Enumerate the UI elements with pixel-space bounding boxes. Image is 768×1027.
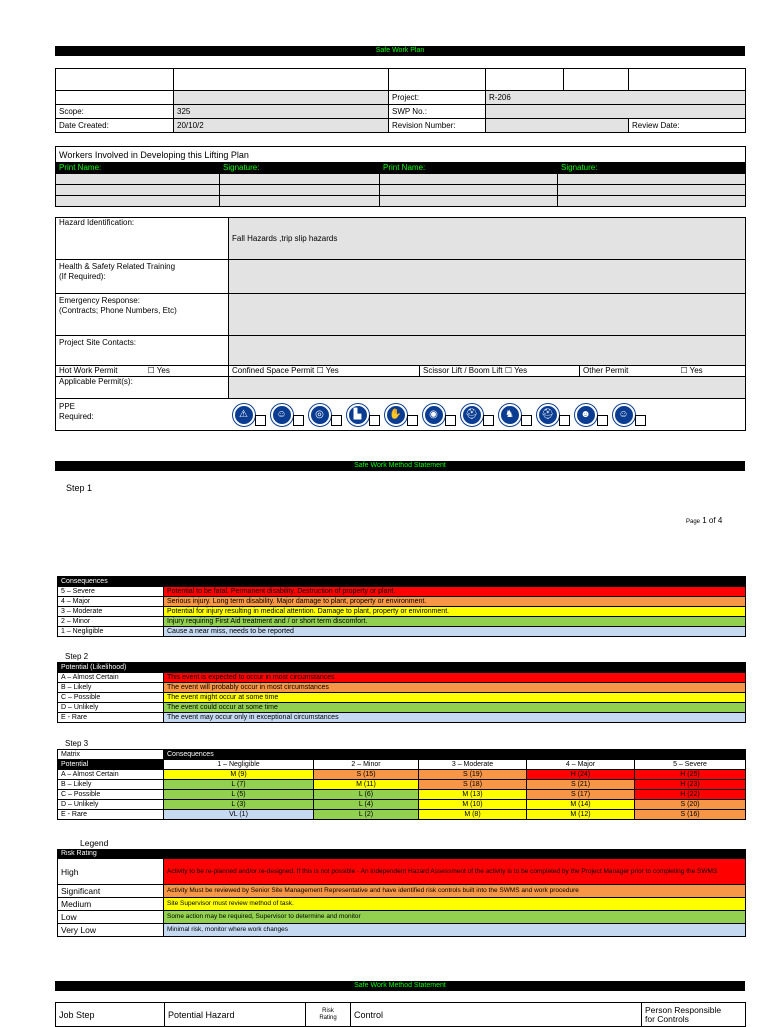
risk-rating-description: Activity to be re-planned and/or re-designed. If this is not possible - An independent Hazard Assessment of the activity is to be completed by the Project Manager prior to completing the SWMS (164, 859, 746, 885)
consequence-level: 1 – Negligible (58, 627, 164, 637)
gloves-icon: ✋ (385, 404, 407, 426)
matrix-cell: M (8) (419, 810, 527, 820)
step3-label: Step 3 (65, 739, 89, 748)
matrix-cell: H (25) (635, 770, 746, 780)
likelihood-row (58, 713, 746, 723)
ppe-item (613, 404, 647, 426)
risk-rating-level: Significant (58, 885, 164, 898)
risk-rating-level: Medium (58, 898, 164, 911)
risk-rating-header: Risk Rating (306, 1003, 351, 1027)
swms-table (55, 1002, 746, 1027)
matrix-cell: M (12) (527, 810, 635, 820)
likelihood-row (58, 683, 746, 693)
hazard-id-value[interactable]: Fall Hazards ,trip slip hazards (229, 218, 746, 260)
worker-signature-cell[interactable] (220, 196, 380, 207)
matrix-cell: S (17) (527, 790, 635, 800)
matrix-cell: L (6) (314, 790, 419, 800)
risk-rating-level: High (58, 859, 164, 885)
ppe-checkbox[interactable] (635, 415, 646, 426)
ppe-checkbox[interactable] (255, 415, 266, 426)
worker-signature-cell[interactable] (220, 174, 380, 185)
dust-mask-icon: ☺ (613, 404, 635, 426)
revision-value[interactable] (486, 119, 629, 133)
consequence-row (58, 607, 746, 617)
safety-boots-icon: ▙ (347, 404, 369, 426)
worker-name-cell[interactable] (56, 174, 220, 185)
worker-name-cell[interactable] (56, 185, 220, 196)
applicable-permits-label: Applicable Permit(s): (56, 377, 229, 399)
workers-title: Workers Involved in Developing this Lifting Plan (56, 147, 746, 163)
matrix-cell: S (15) (314, 770, 419, 780)
matrix-cell: VL (1) (164, 810, 314, 820)
likelihood-title: Potential (Likelihood) (58, 663, 164, 673)
likelihood-level: C – Possible (58, 693, 164, 703)
respirator-icon: ☺ (271, 404, 293, 426)
workers-table (55, 146, 746, 207)
swms-bottom-bar: Safe Work Method Statement (55, 981, 745, 991)
matrix-cell: M (10) (419, 800, 527, 810)
other-permit: Other Permit ☐ Yes (580, 366, 746, 377)
matrix-cell: S (16) (635, 810, 746, 820)
risk-rating-level: Very Low (58, 924, 164, 937)
matrix-cell: M (11) (314, 780, 419, 790)
matrix-cell: S (18) (419, 780, 527, 790)
person-responsible-header: Person Responsible for Controls (642, 1003, 746, 1027)
matrix-row-label: D – Unlikely (58, 800, 164, 810)
training-label: Health & Safety Related Training (If Required): (56, 260, 229, 294)
matrix-cell: M (14) (527, 800, 635, 810)
matrix-column-header: 3 – Moderate (419, 760, 527, 770)
matrix-cell: S (20) (635, 800, 746, 810)
matrix-table (57, 749, 746, 820)
hard-hat-alt-icon: ⛑ (537, 404, 559, 426)
date-value[interactable]: 20/10/2 (174, 119, 389, 133)
legend-row (58, 898, 746, 911)
print-name-header: Print Name: (56, 163, 220, 174)
matrix-cell: S (21) (527, 780, 635, 790)
ppe-checkbox[interactable] (369, 415, 380, 426)
consequence-level: 4 – Major (58, 597, 164, 607)
legend-header: Risk Rating (58, 850, 164, 859)
ppe-item (461, 404, 495, 426)
consequence-description: Serious injury. Long term disability. Major damage to plant, property or environment. (164, 597, 746, 607)
risk-rating-description: Site Supervisor must review method of task. (164, 898, 746, 911)
consequence-level: 3 – Moderate (58, 607, 164, 617)
scissor-lift-permit: Scissor Lift / Boom Lift ☐ Yes (420, 366, 580, 377)
likelihood-row (58, 703, 746, 713)
ppe-checkbox[interactable] (559, 415, 570, 426)
ppe-item (271, 404, 305, 426)
emergency-value[interactable] (229, 294, 746, 336)
signature-header: Signature: (220, 163, 380, 174)
page-indicator: Page 1 of 4 (686, 516, 723, 525)
likelihood-level: D – Unlikely (58, 703, 164, 713)
ppe-icons-row (229, 399, 746, 431)
confined-space-permit: Confined Space Permit ☐ Yes (229, 366, 420, 377)
consequence-description: Potential for injury resulting in medical attention. Damage to plant, property or environment. (164, 607, 746, 617)
likelihood-row (58, 693, 746, 703)
hot-work-checkbox[interactable]: ☐ Yes (147, 366, 170, 375)
matrix-column-header: 5 – Severe (635, 760, 746, 770)
matrix-row (58, 790, 746, 800)
ppe-item (233, 404, 267, 426)
risk-rating-level: Low (58, 911, 164, 924)
legend-row (58, 885, 746, 898)
matrix-column-header: 2 – Minor (314, 760, 419, 770)
contacts-label: Project Site Contacts: (56, 336, 229, 366)
consequence-row (58, 617, 746, 627)
likelihood-row (58, 673, 746, 683)
matrix-cell: S (19) (419, 770, 527, 780)
legend-row (58, 924, 746, 937)
ppe-item (537, 404, 571, 426)
worker-signature-cell[interactable] (558, 196, 746, 207)
matrix-cell: M (9) (164, 770, 314, 780)
ppe-item (575, 404, 609, 426)
legend-row (58, 911, 746, 924)
control-header: Control (351, 1003, 642, 1027)
matrix-cell: H (23) (635, 780, 746, 790)
applicable-permits-value[interactable] (229, 377, 746, 399)
likelihood-level: A – Almost Certain (58, 673, 164, 683)
worker-signature-cell[interactable] (558, 185, 746, 196)
job-step-header: Job Step (56, 1003, 165, 1027)
likelihood-level: E - Rare (58, 713, 164, 723)
project-value[interactable]: R-206 (486, 91, 746, 105)
ppe-checkbox[interactable] (331, 415, 342, 426)
ppe-label: PPE Required: (56, 399, 229, 431)
worker-signature-cell[interactable] (558, 174, 746, 185)
matrix-row-label: A – Almost Certain (58, 770, 164, 780)
potential-hazard-header: Potential Hazard (165, 1003, 306, 1027)
scissor-checkbox[interactable]: ☐ Yes (504, 366, 528, 375)
consequence-row (58, 627, 746, 637)
matrix-corner: Matrix (58, 750, 164, 760)
matrix-row-label: C – Possible (58, 790, 164, 800)
matrix-cell: L (4) (314, 800, 419, 810)
matrix-row (58, 800, 746, 810)
matrix-column-header: 1 – Negligible (164, 760, 314, 770)
ppe-item (347, 404, 381, 426)
risk-rating-description: Activity Must be reviewed by Senior Site Management Representative and have identified risk controls built into the SWMS and work procedure (164, 885, 746, 898)
ppe-checkbox[interactable] (597, 415, 608, 426)
hazard-id-label: Hazard Identification: (56, 218, 229, 260)
ear-protection-icon: ◎ (309, 404, 331, 426)
matrix-consequences-title: Consequences (164, 750, 746, 760)
safety-vest-icon: ⚠ (233, 404, 255, 426)
hot-work-permit: Hot Work Permit ☐ Yes (56, 366, 229, 377)
review-label: Review Date: (632, 120, 680, 130)
face-shield-icon: ☻ (575, 404, 597, 426)
ppe-checkbox[interactable] (445, 415, 456, 426)
header-table (55, 68, 746, 133)
matrix-cell: L (7) (164, 780, 314, 790)
legend-table (57, 849, 746, 937)
matrix-cell: H (22) (635, 790, 746, 800)
matrix-row (58, 780, 746, 790)
ppe-checkbox[interactable] (293, 415, 304, 426)
signature-header: Signature: (558, 163, 746, 174)
matrix-cell: L (2) (314, 810, 419, 820)
consequence-description: Potential to be fatal. Permanent disability. Destruction of property or plant. (164, 587, 746, 597)
matrix-cell: L (5) (164, 790, 314, 800)
ppe-checkbox[interactable] (407, 415, 418, 426)
worker-name-cell[interactable] (56, 196, 220, 207)
swp-label: SWP No.: (389, 105, 486, 119)
ppe-item (499, 404, 533, 426)
contacts-value[interactable] (229, 336, 746, 366)
hazard-table (55, 217, 746, 431)
revision-label: Revision Number: (389, 119, 486, 133)
worker-name-cell[interactable] (380, 196, 558, 207)
matrix-row-label: E - Rare (58, 810, 164, 820)
likelihood-level: B – Likely (58, 683, 164, 693)
ppe-item (309, 404, 343, 426)
matrix-potential-label: Potential (58, 760, 164, 770)
likelihood-description: This event is expected to occur in most circumstances (164, 673, 746, 683)
worker-signature-cell[interactable] (220, 185, 380, 196)
likelihood-description: The event could occur at some time (164, 703, 746, 713)
consequences-title: Consequences (58, 577, 164, 587)
scope-label: Scope: (56, 105, 174, 119)
consequence-row (58, 587, 746, 597)
title-bar: Safe Work Plan (55, 46, 745, 56)
safety-glasses-icon: ◉ (423, 404, 445, 426)
likelihood-description: The event will probably occur in most circumstances (164, 683, 746, 693)
matrix-row (58, 810, 746, 820)
likelihood-description: The event may occur only in exceptional circumstances (164, 713, 746, 723)
hard-hat-icon: ⛑ (461, 404, 483, 426)
swms-bar: Safe Work Method Statement (55, 461, 745, 471)
matrix-row-label: B – Likely (58, 780, 164, 790)
consequence-level: 5 – Severe (58, 587, 164, 597)
risk-rating-description: Some action may be required, Supervisor to determine and monitor (164, 911, 746, 924)
step1-label: Step 1 (66, 483, 93, 493)
matrix-cell: H (24) (527, 770, 635, 780)
ppe-checkbox[interactable] (521, 415, 532, 426)
matrix-cell: L (3) (164, 800, 314, 810)
risk-rating-description: Minimal risk, monitor where work changes (164, 924, 746, 937)
consequences-table (57, 576, 746, 637)
worker-name-cell[interactable] (380, 185, 558, 196)
other-checkbox[interactable]: ☐ Yes (680, 366, 703, 375)
consequence-row (58, 597, 746, 607)
confined-checkbox[interactable]: ☐ Yes (316, 366, 339, 375)
worker-name-cell[interactable] (380, 174, 558, 185)
matrix-cell: M (13) (419, 790, 527, 800)
consequence-level: 2 – Minor (58, 617, 164, 627)
training-value[interactable] (229, 260, 746, 294)
consequence-description: Injury requiring First Aid treatment and / or short term discomfort. (164, 617, 746, 627)
likelihood-description: The event might occur at some time (164, 693, 746, 703)
legend-row (58, 859, 746, 885)
step2-label: Step 2 (65, 652, 89, 661)
swp-value[interactable] (486, 105, 746, 119)
harness-icon: ♞ (499, 404, 521, 426)
print-name-header: Print Name: (380, 163, 558, 174)
ppe-item (385, 404, 419, 426)
consequence-description: Cause a near miss, needs to be reported (164, 627, 746, 637)
date-label: Date Created: (56, 119, 174, 133)
matrix-row (58, 770, 746, 780)
matrix-column-header: 4 – Major (527, 760, 635, 770)
emergency-label: Emergency Response: (Contracts; Phone Numbers, Etc) (56, 294, 229, 336)
legend-label: Legend (80, 838, 109, 848)
scope-value[interactable]: 325 (174, 105, 389, 119)
ppe-item (423, 404, 457, 426)
project-label: Project: (389, 91, 486, 105)
ppe-checkbox[interactable] (483, 415, 494, 426)
likelihood-table (57, 662, 746, 723)
